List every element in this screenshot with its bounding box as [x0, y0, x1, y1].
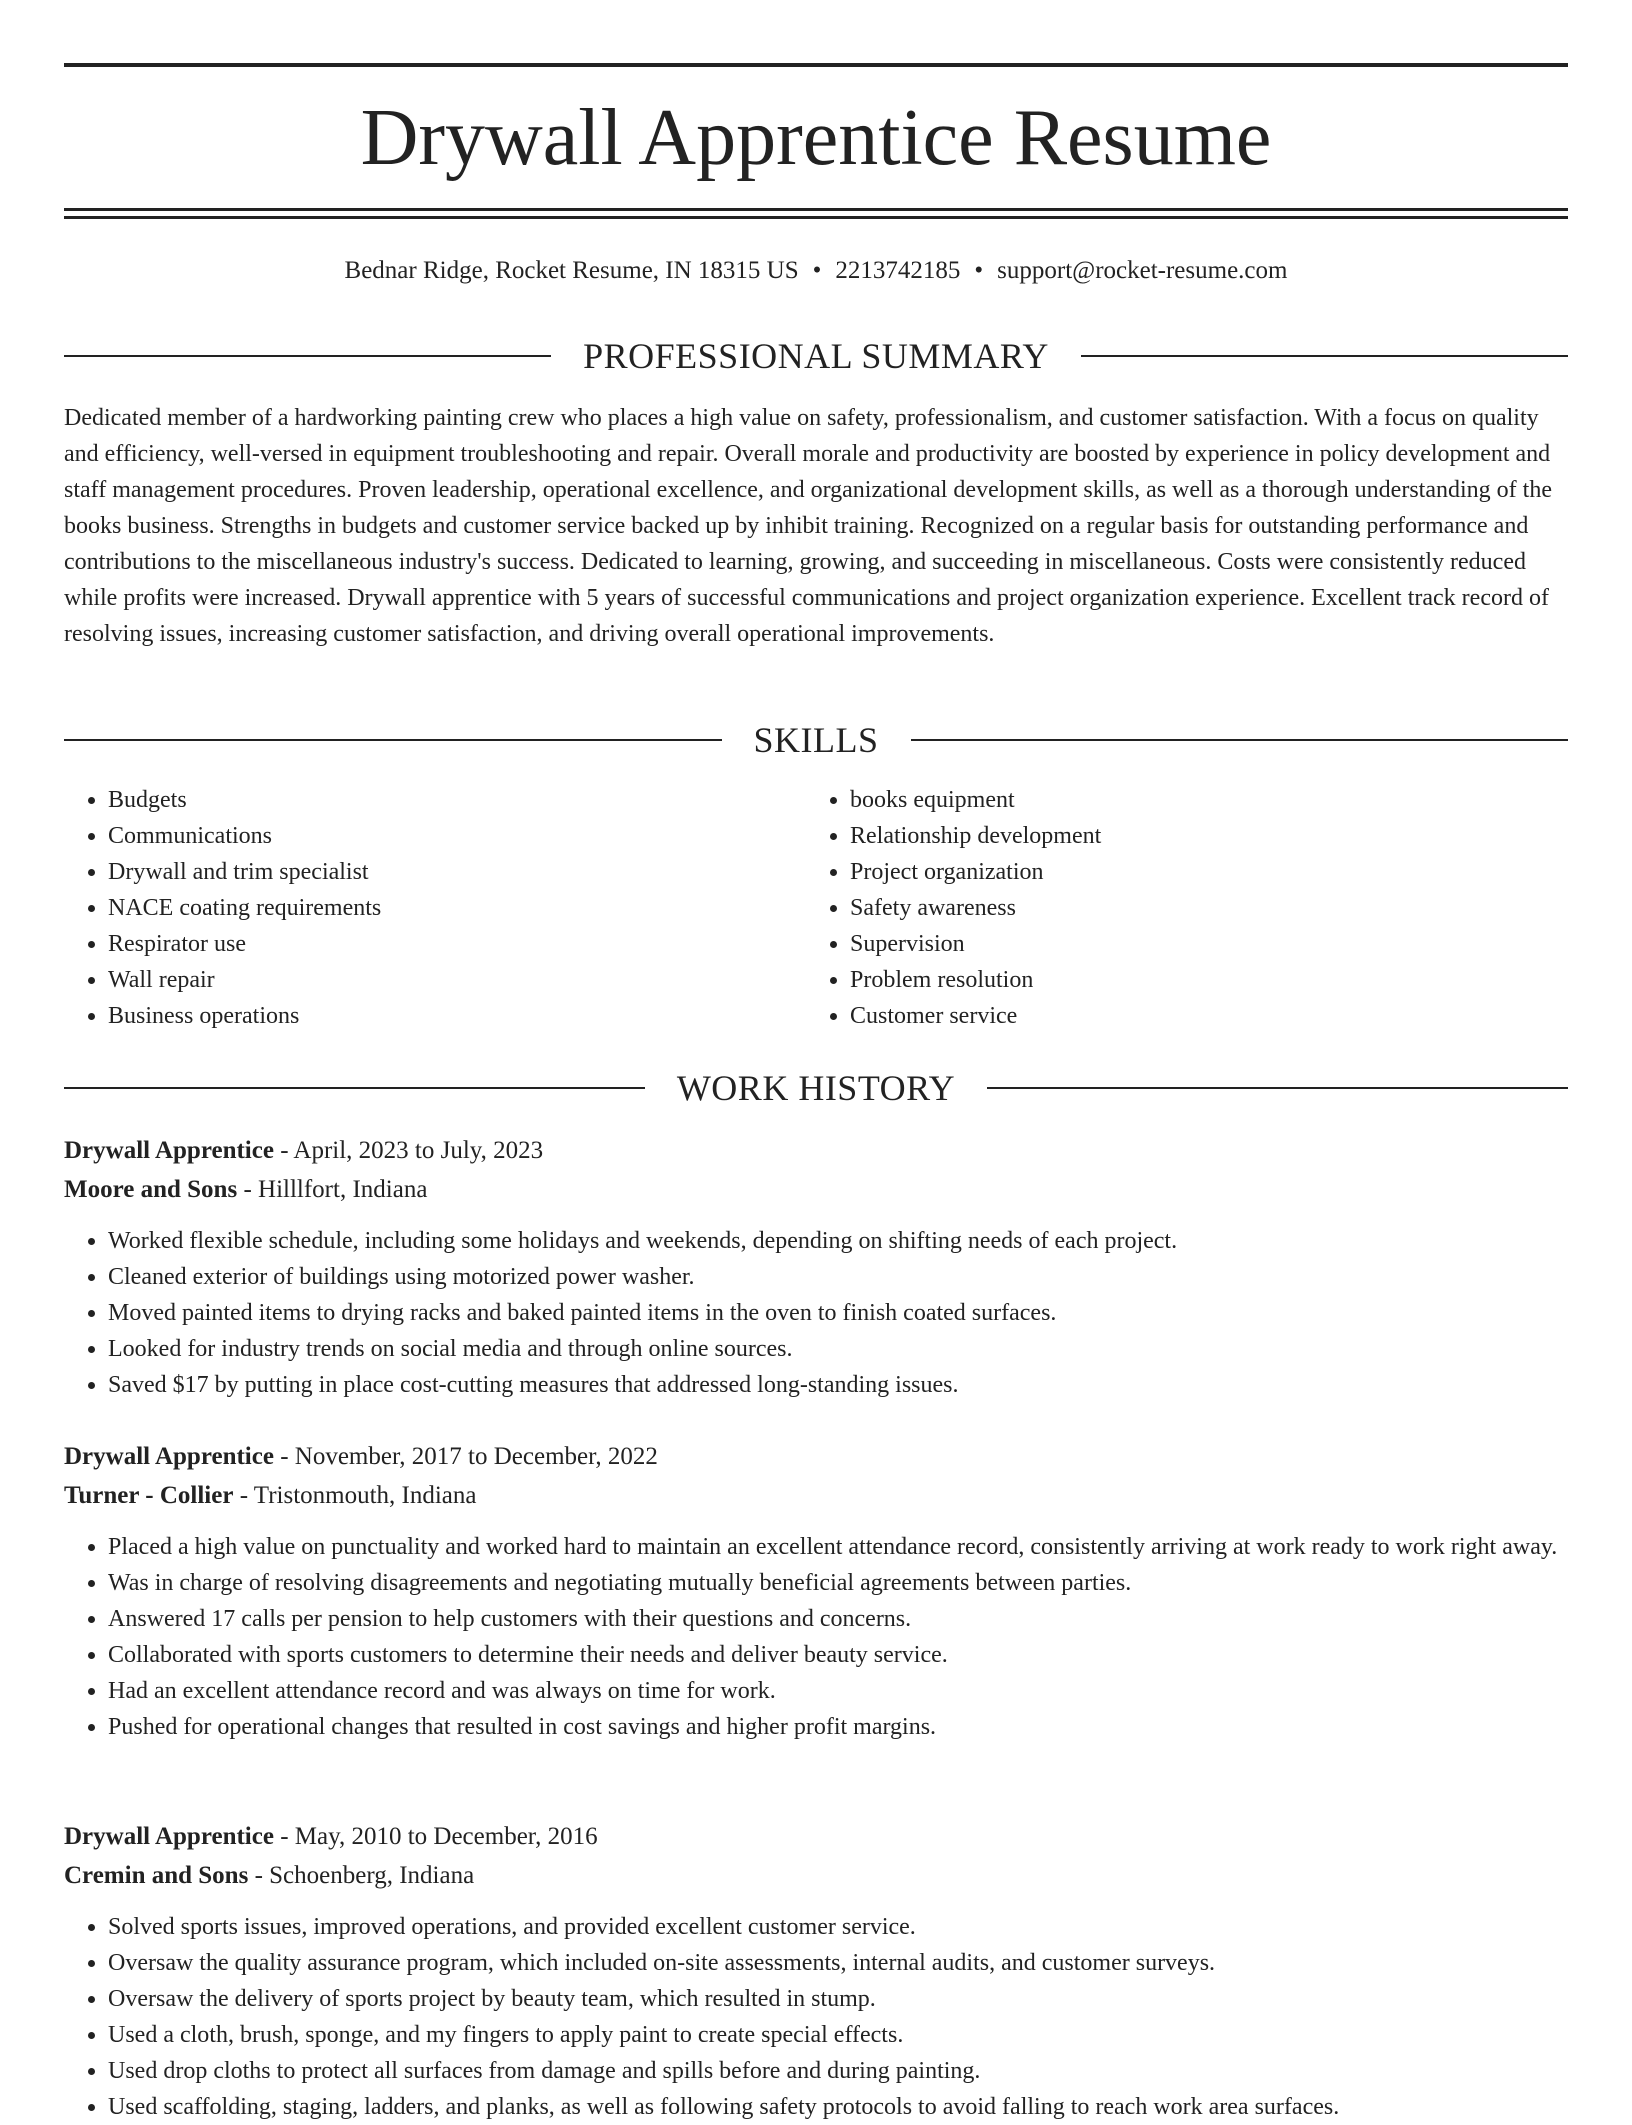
job-bullet: • Used drop cloths to protect all surfaces from damage and spills before and during painting. [108, 2053, 1568, 2089]
skills-heading-label: SKILLS [753, 720, 879, 760]
contact-line [64, 254, 1568, 288]
skill-item: • NACE coating requirements [108, 890, 806, 926]
job-location: - Schoenberg, Indiana [248, 1862, 475, 1889]
job-company-row [64, 1856, 1568, 1895]
job-bullet: • Was in charge of resolving disagreements and negotiating mutually beneficial agreements between parties. [108, 1565, 1568, 1601]
job-dates: - May, 2010 to December, 2016 [273, 1823, 598, 1850]
job-title-row [64, 1131, 1568, 1170]
work-history-heading-label: WORK HISTORY [676, 1068, 956, 1108]
skills-heading [64, 720, 1568, 760]
work-history-heading [64, 1068, 1568, 1108]
job-title: Drywall Apprentice [64, 1823, 274, 1850]
job-title: Drywall Apprentice [64, 1137, 274, 1164]
contact-separator: • [974, 257, 984, 284]
job-company-row [64, 1170, 1568, 1209]
job-bullet: • Collaborated with sports customers to determine their needs and deliver beauty service. [108, 1637, 1568, 1673]
skill-item: • Communications [108, 818, 806, 854]
job-bullet: • Saved $17 by putting in place cost-cutting measures that addressed long-standing issues. [108, 1367, 1568, 1403]
heading-rule-left [64, 1087, 645, 1089]
title-rule-upper [64, 208, 1568, 211]
summary-heading-label: PROFESSIONAL SUMMARY [583, 336, 1049, 376]
heading-rule-right [1081, 355, 1568, 357]
job-entry [64, 1437, 1568, 1745]
job-title-row [64, 1817, 1568, 1856]
job-bullet: • Cleaned exterior of buildings using motorized power washer. [108, 1259, 1568, 1295]
skill-item: • Respirator use [108, 926, 806, 962]
job-location: - Hilllfort, Indiana [237, 1176, 428, 1203]
job-title-row [64, 1437, 1568, 1476]
skill-item: • Project organization [850, 854, 1548, 890]
job-dates: - April, 2023 to July, 2023 [273, 1137, 544, 1164]
job-bullet: • Solved sports issues, improved operations, and provided excellent customer service. [108, 1909, 1568, 1945]
skill-item: • Relationship development [850, 818, 1548, 854]
job-bullets [64, 1223, 1568, 1403]
skill-item: • Business operations [108, 998, 806, 1034]
job-bullet: • Used a cloth, brush, sponge, and my fingers to apply paint to create special effects. [108, 2017, 1568, 2053]
skills-column-right [806, 782, 1548, 1034]
job-bullet: • Pushed for operational changes that resulted in cost savings and higher profit margins. [108, 1709, 1568, 1745]
job-company-row [64, 1476, 1568, 1515]
contact-phone: 2213742185 [835, 257, 961, 284]
job-entry [64, 1817, 1568, 2125]
job-company: Moore and Sons [64, 1176, 238, 1203]
skill-item: • Problem resolution [850, 962, 1548, 998]
summary-text: Dedicated member of a hardworking painting crew who places a high value on safety, professionalism, and customer satisfaction. With a focus on quality and efficiency, well-versed in equipment troubleshooting and repair. Overall morale and productivity are boosted by experience in policy development and staff management procedures. Proven leadership, operational excellence, and organizational development skills, as well as a thorough understanding of the books business. Strengths in budgets and customer service backed up by inhibit training. Recognized on a regular basis for outstanding performance and contributions to the miscellaneous industry's success. Dedicated to learning, growing, and succeeding in miscellaneous. Costs were consistently reduced while profits were increased. Drywall apprentice with 5 years of successful communications and project organization experience. Excellent track record of resolving issues, increasing customer satisfaction, and driving overall operational improvements. [64, 405, 1552, 647]
job-bullet: • Oversaw the delivery of sports project by beauty team, which resulted in stump. [108, 1981, 1568, 2017]
skill-item: • Supervision [850, 926, 1548, 962]
skill-item: • Wall repair [108, 962, 806, 998]
job-company: Cremin and Sons [64, 1862, 249, 1889]
resume-title: Drywall Apprentice Resume [360, 94, 1272, 182]
contact-address: Bednar Ridge, Rocket Resume, IN 18315 US [344, 257, 799, 284]
skills-column-left [64, 782, 806, 1034]
skill-item: • Budgets [108, 782, 806, 818]
skills-list [64, 782, 1568, 1034]
job-bullet: • Placed a high value on punctuality and worked hard to maintain an excellent attendance record, consistently arriving at work ready to work right away. [108, 1529, 1568, 1565]
job-bullet: • Looked for industry trends on social media and through online sources. [108, 1331, 1568, 1367]
heading-rule-left [64, 739, 722, 741]
heading-rule-left [64, 355, 551, 357]
heading-rule-right [987, 1087, 1568, 1089]
job-location: - Tristonmouth, Indiana [233, 1482, 477, 1509]
job-bullet: • Answered 17 calls per pension to help customers with their questions and concerns. [108, 1601, 1568, 1637]
job-bullets [64, 1529, 1568, 1745]
skill-item: • Drywall and trim specialist [108, 854, 806, 890]
job-bullet: • Used scaffolding, staging, ladders, and planks, as well as following safety protocols to avoid falling to reach work area surfaces. [108, 2089, 1568, 2125]
summary-heading [64, 336, 1568, 376]
top-rule [64, 63, 1568, 67]
skill-item: • Customer service [850, 998, 1548, 1034]
job-bullet: • Moved painted items to drying racks and baked painted items in the oven to finish coated surfaces. [108, 1295, 1568, 1331]
job-dates: - November, 2017 to December, 2022 [273, 1443, 658, 1470]
job-company: Turner - Collier [64, 1482, 234, 1509]
contact-separator: • [812, 257, 822, 284]
heading-rule-right [911, 739, 1569, 741]
job-bullets [64, 1909, 1568, 2125]
title-rule-lower [64, 216, 1568, 219]
job-entry [64, 1131, 1568, 1403]
job-bullet: • Had an excellent attendance record and was always on time for work. [108, 1673, 1568, 1709]
contact-email: support@rocket-resume.com [997, 257, 1288, 284]
job-title: Drywall Apprentice [64, 1443, 274, 1470]
job-bullet: • Worked flexible schedule, including some holidays and weekends, depending on shifting needs of each project. [108, 1223, 1568, 1259]
skill-item: • Safety awareness [850, 890, 1548, 926]
skill-item: • books equipment [850, 782, 1548, 818]
job-bullet: • Oversaw the quality assurance program, which included on-site assessments, internal audits, and customer surveys. [108, 1945, 1568, 1981]
